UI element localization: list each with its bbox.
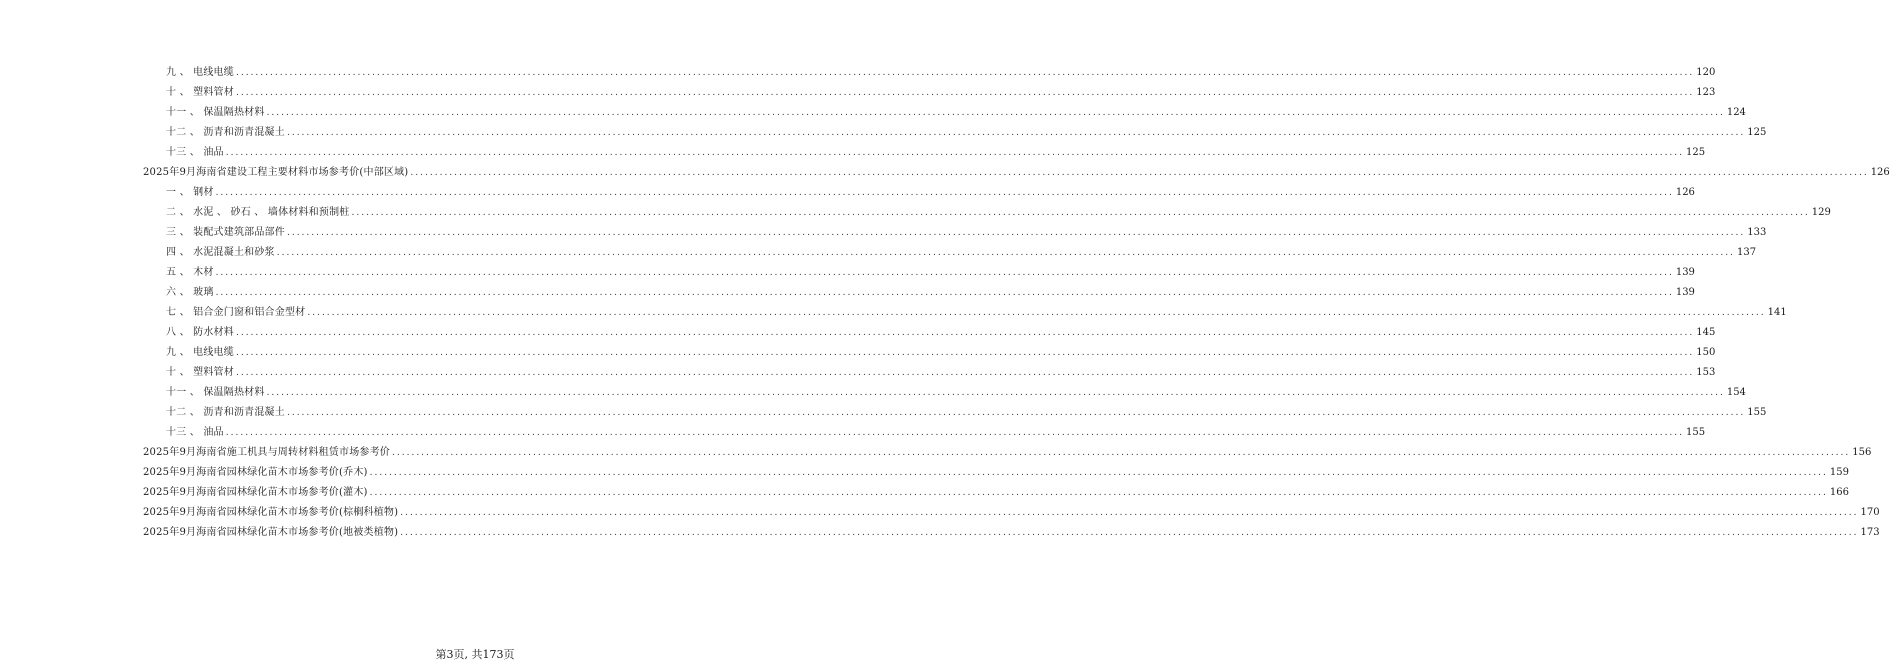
toc-leader-dots: ............................................................................................................................................................................................................................................................................................................ [286,128,1746,138]
toc-leader-dots: ............................................................................................................................................................................................................................................................................................................ [307,308,1766,318]
page-number-label: 第3页, 共173页 [435,648,515,661]
toc-entry-label: 十二 、 沥青和沥青混凝土 [166,407,285,418]
toc-leader-dots: ............................................................................................................................................................................................................................................................................................................ [235,328,1695,338]
toc-entry[interactable] [143,163,1890,183]
toc-leader-dots: ............................................................................................................................................................................................................................................................................................................ [266,108,1725,118]
toc-leader-dots: ............................................................................................................................................................................................................................................................................................................ [392,448,1851,458]
toc-leader-dots: ............................................................................................................................................................................................................................................................................................................ [235,68,1695,78]
toc-entry[interactable] [143,203,1831,223]
toc-leader-dots: ............................................................................................................................................................................................................................................................................................................ [266,388,1725,398]
page-footer [0,646,950,662]
toc-entry-page: 137 [1737,247,1757,258]
toc-entry[interactable] [143,503,1880,523]
toc-leader-dots: ............................................................................................................................................................................................................................................................................................................ [369,468,1828,478]
toc-entry-label: 一 、 钢材 [166,187,214,198]
toc-leader-dots: ............................................................................................................................................................................................................................................................................................................ [400,528,1859,538]
toc-entry-label: 2025年9月海南省园林绿化苗木市场参考价(乔木) [143,467,368,478]
toc-entry-label: 二 、 水泥 、 砂石 、 墙体材料和预制桩 [166,207,350,218]
toc-entry-page: 123 [1696,87,1716,98]
toc-leader-dots: ............................................................................................................................................................................................................................................................................................................ [286,228,1746,238]
toc-entry[interactable] [143,443,1872,463]
toc-entry-page: 126 [1675,187,1695,198]
toc-entry-label: 2025年9月海南省建设工程主要材料市场参考价(中部区域) [143,167,409,178]
toc-entry-label: 十 、 塑料管材 [166,367,234,378]
toc-leader-dots: ............................................................................................................................................................................................................................................................................................................ [225,148,1685,158]
toc-entry[interactable] [143,223,1767,243]
toc-entry-label: 2025年9月海南省园林绿化苗木市场参考价(棕榈科植物) [143,507,399,518]
toc-leader-dots: ............................................................................................................................................................................................................................................................................................................ [235,368,1695,378]
toc-leader-dots: ............................................................................................................................................................................................................................................................................................................ [235,348,1695,358]
toc-entry[interactable] [143,183,1695,203]
toc-entry-page: 159 [1829,467,1849,478]
toc-entry[interactable] [143,483,1849,503]
toc-entry-page: 150 [1696,347,1716,358]
toc-entry-label: 五 、 木材 [166,267,214,278]
toc-entry-label: 十二 、 沥青和沥青混凝土 [166,127,285,138]
toc-leader-dots: ............................................................................................................................................................................................................................................................................................................ [286,408,1746,418]
toc-entry[interactable] [143,63,1716,83]
toc-entry-label: 2025年9月海南省园林绿化苗木市场参考价(地被类植物) [143,527,399,538]
toc-entry[interactable] [143,363,1716,383]
toc-entry-label: 2025年9月海南省园林绿化苗木市场参考价(灌木) [143,487,368,498]
toc-leader-dots: ............................................................................................................................................................................................................................................................................................................ [276,248,1736,258]
toc-entry[interactable] [143,403,1767,423]
toc-entry[interactable] [143,383,1746,403]
toc-leader-dots: ............................................................................................................................................................................................................................................................................................................ [351,208,1810,218]
toc-entry-label: 三 、 装配式建筑部品部件 [166,227,285,238]
toc-entry[interactable] [143,103,1746,123]
toc-entry[interactable] [143,423,1706,443]
toc-leader-dots: ............................................................................................................................................................................................................................................................................................................ [225,428,1685,438]
toc-entry-page: 124 [1726,107,1746,118]
toc-entry-page: 139 [1675,287,1695,298]
toc-entry-label: 四 、 水泥混凝土和砂浆 [166,247,275,258]
toc-entry[interactable] [143,343,1716,363]
toc-entry-page: 129 [1811,207,1831,218]
toc-entry[interactable] [143,123,1767,143]
toc-entry[interactable] [143,83,1716,103]
table-of-contents [143,63,1890,543]
toc-entry-page: 154 [1726,387,1746,398]
toc-entry[interactable] [143,323,1716,343]
toc-entry[interactable] [143,523,1880,543]
toc-entry-page: 125 [1686,147,1706,158]
toc-entry-page: 153 [1696,367,1716,378]
toc-entry[interactable] [143,463,1849,483]
toc-entry-label: 十一 、 保温隔热材料 [166,387,265,398]
toc-entry-label: 六 、 玻璃 [166,287,214,298]
toc-entry-label: 七 、 铝合金门窗和铝合金型材 [166,307,306,318]
toc-entry-page: 155 [1686,427,1706,438]
toc-entry[interactable] [143,243,1757,263]
toc-entry-label: 九 、 电线电缆 [166,347,234,358]
toc-entry[interactable] [143,303,1787,323]
toc-leader-dots: ............................................................................................................................................................................................................................................................................................................ [410,168,1869,178]
toc-entry-label: 十一 、 保温隔热材料 [166,107,265,118]
toc-leader-dots: ............................................................................................................................................................................................................................................................................................................ [235,88,1695,98]
toc-entry-page: 133 [1747,227,1767,238]
toc-entry-page: 170 [1860,507,1880,518]
toc-leader-dots: ............................................................................................................................................................................................................................................................................................................ [400,508,1859,518]
toc-entry-label: 九 、 电线电缆 [166,67,234,78]
toc-entry-label: 十 、 塑料管材 [166,87,234,98]
toc-entry-page: 156 [1852,447,1872,458]
toc-entry[interactable] [143,263,1695,283]
toc-entry-page: 166 [1829,487,1849,498]
toc-entry-page: 125 [1747,127,1767,138]
toc-leader-dots: ............................................................................................................................................................................................................................................................................................................ [215,188,1674,198]
toc-entry-page: 120 [1696,67,1716,78]
toc-entry-page: 155 [1747,407,1767,418]
toc-entry[interactable] [143,283,1695,303]
toc-entry-label: 八 、 防水材料 [166,327,234,338]
toc-entry-page: 145 [1696,327,1716,338]
toc-leader-dots: ............................................................................................................................................................................................................................................................................................................ [215,268,1674,278]
toc-entry-page: 126 [1870,167,1890,178]
toc-leader-dots: ............................................................................................................................................................................................................................................................................................................ [215,288,1674,298]
toc-entry-page: 173 [1860,527,1880,538]
toc-entry-page: 141 [1767,307,1787,318]
toc-entry-label: 十三 、 油品 [166,147,224,158]
toc-entry-label: 十三 、 油品 [166,427,224,438]
toc-entry[interactable] [143,143,1706,163]
toc-entry-page: 139 [1675,267,1695,278]
toc-leader-dots: ............................................................................................................................................................................................................................................................................................................ [369,488,1828,498]
toc-entry-label: 2025年9月海南省施工机具与周转材料租赁市场参考价 [143,447,391,458]
